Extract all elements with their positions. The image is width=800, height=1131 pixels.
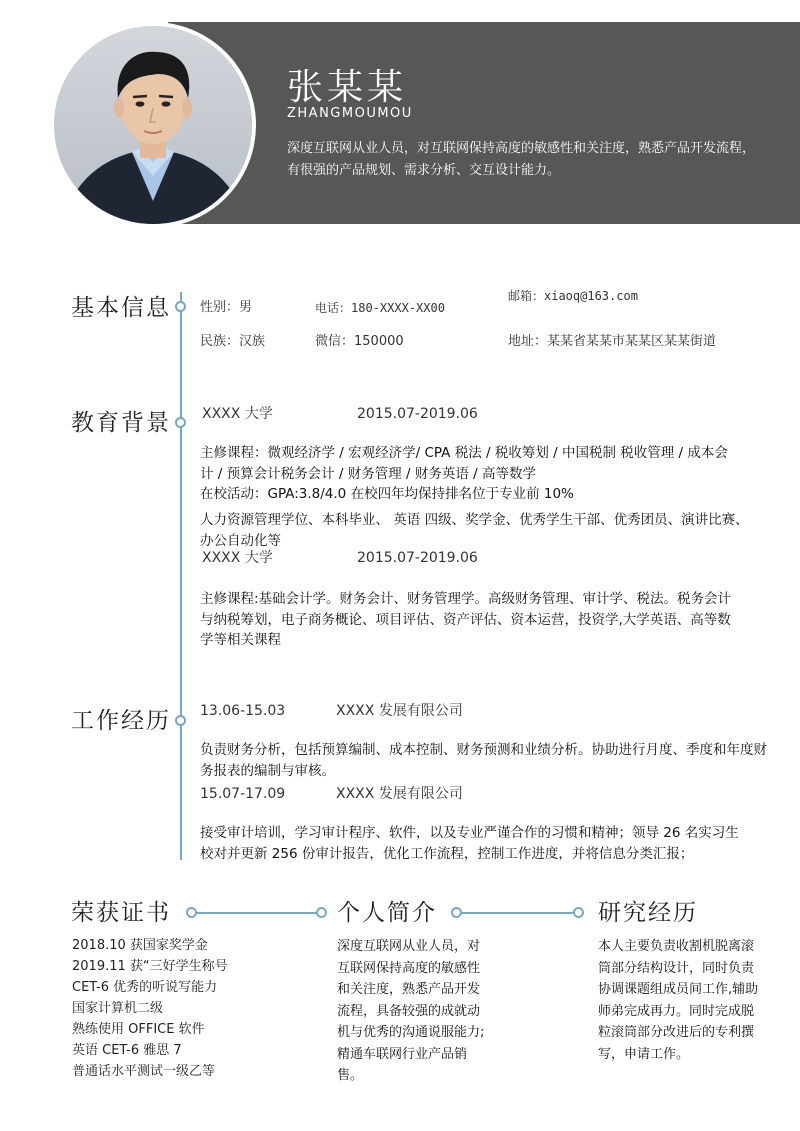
- awards-title: 荣获证书: [71, 900, 171, 926]
- gender-field: 性别：男: [200, 300, 253, 315]
- address-field: 地址：某某省某某市某某区某某街道: [508, 334, 717, 349]
- work-company-1: XXXX 发展有限公司: [336, 703, 463, 719]
- awards-connector-line: [192, 912, 320, 914]
- phone-field: 电话：180-XXXX-XX00: [315, 301, 445, 315]
- avatar: [54, 26, 252, 224]
- research-title: 研究经历: [598, 900, 698, 926]
- award-item: 2019.11 获“三好学生称号: [72, 959, 228, 974]
- email-field: 邮箱：xiaoq@163.com: [508, 289, 638, 303]
- work-desc-1: 负责财务分析，包括预算编制、成本控制、财务预测和业绩分析。协助进行月度、季度和年度财务报表的编制与审核。: [200, 742, 767, 779]
- education-title: 教育背景: [71, 410, 171, 436]
- education-courses-2: 主修课程:基础会计学。财务会计、财务管理学。高级财务管理、审计学、税法。税务会计与纳税筹划，电子商务概论、项目评估、资产评估、资本运营，投资学,大学英语、高等数学等相关课程: [200, 591, 732, 648]
- basic-info-title: 基本信息: [71, 295, 171, 321]
- education-school-1: XXXX 大学: [202, 406, 273, 422]
- award-item: CET-6 优秀的听说写能力: [72, 980, 218, 995]
- profile-connector-dot-left: [451, 907, 462, 918]
- education-activities-1: 在校活动：GPA:3.8/4.0 在校四年均保持排名位于专业前 10%: [200, 486, 574, 502]
- header-band: [168, 22, 800, 224]
- wechat-field: 微信：150000: [315, 334, 404, 349]
- work-company-2: XXXX 发展有限公司: [336, 786, 463, 802]
- candidate-name-pinyin: ZHANGMOUMOU: [287, 106, 413, 121]
- awards-connector-dot-left: [186, 907, 197, 918]
- work-title: 工作经历: [71, 708, 171, 734]
- work-period-1: 13.06-15.03: [200, 703, 286, 719]
- education-period-1: 2015.07-2019.06: [357, 406, 478, 422]
- profile-title: 个人简介: [337, 900, 437, 926]
- profile-text: 深度互联网从业人员，对互联网保持高度的敏感性和关注度，熟悉产品开发流程，具备较强的成就动机与优秀的沟通说服能力;精通车联网行业产品销售。: [337, 939, 485, 1083]
- award-item: 普通话水平测试一级乙等: [72, 1064, 216, 1079]
- profile-connector-line: [457, 912, 577, 914]
- award-item: 国家计算机二级: [72, 1001, 164, 1016]
- research-text: 本人主要负责收割机脱离滚筒部分结构设计，同时负责协调课题组成员间工作,辅助师弟完成再力。同时完成脱粒滚筒部分改进后的专利撰写，申请工作。: [598, 939, 759, 1062]
- work-period-2: 15.07-17.09: [200, 786, 286, 802]
- timeline-dot-education: [175, 417, 186, 428]
- award-item: 2018.10 获国家奖学金: [72, 938, 208, 953]
- work-desc-2: 接受审计培训，学习审计程序、软件，以及专业严谨合作的习惯和精神；领导 26 名实习生校对并更新 256 份审计报告，优化工作流程，控制工作进度，并将信息分类汇报；: [200, 825, 739, 862]
- ethnicity-field: 民族：汉族: [200, 334, 266, 349]
- header-intro: 深度互联网从业人员，对互联网保持高度的敏感性和关注度，熟悉产品开发流程，有很强的产品规划、需求分析、交互设计能力。: [287, 141, 756, 178]
- profile-connector-dot-right: [573, 907, 584, 918]
- education-school-2: XXXX 大学: [202, 550, 273, 566]
- education-honors-1: 人力资源管理学位、本科毕业、 英语 四级、奖学金、优秀学生干部、优秀团员、演讲比赛、办公自动化等: [200, 512, 749, 549]
- timeline-line: [180, 292, 182, 860]
- timeline-dot-basic: [175, 301, 186, 312]
- award-item: 熟练使用 OFFICE 软件: [72, 1022, 205, 1037]
- timeline-dot-work: [175, 715, 186, 726]
- award-item: 英语 CET-6 雅思 7: [72, 1043, 182, 1058]
- education-period-2: 2015.07-2019.06: [357, 550, 478, 566]
- education-courses-1: 主修课程：微观经济学 / 宏观经济学/ CPA 税法 / 税收筹划 / 中国税制 税收管理 / 成本会计 / 预算会计税务会计 / 财务管理 / 财务英语 / 高等数学: [200, 445, 728, 482]
- candidate-name: 张某某: [287, 67, 408, 108]
- awards-connector-dot-right: [316, 907, 327, 918]
